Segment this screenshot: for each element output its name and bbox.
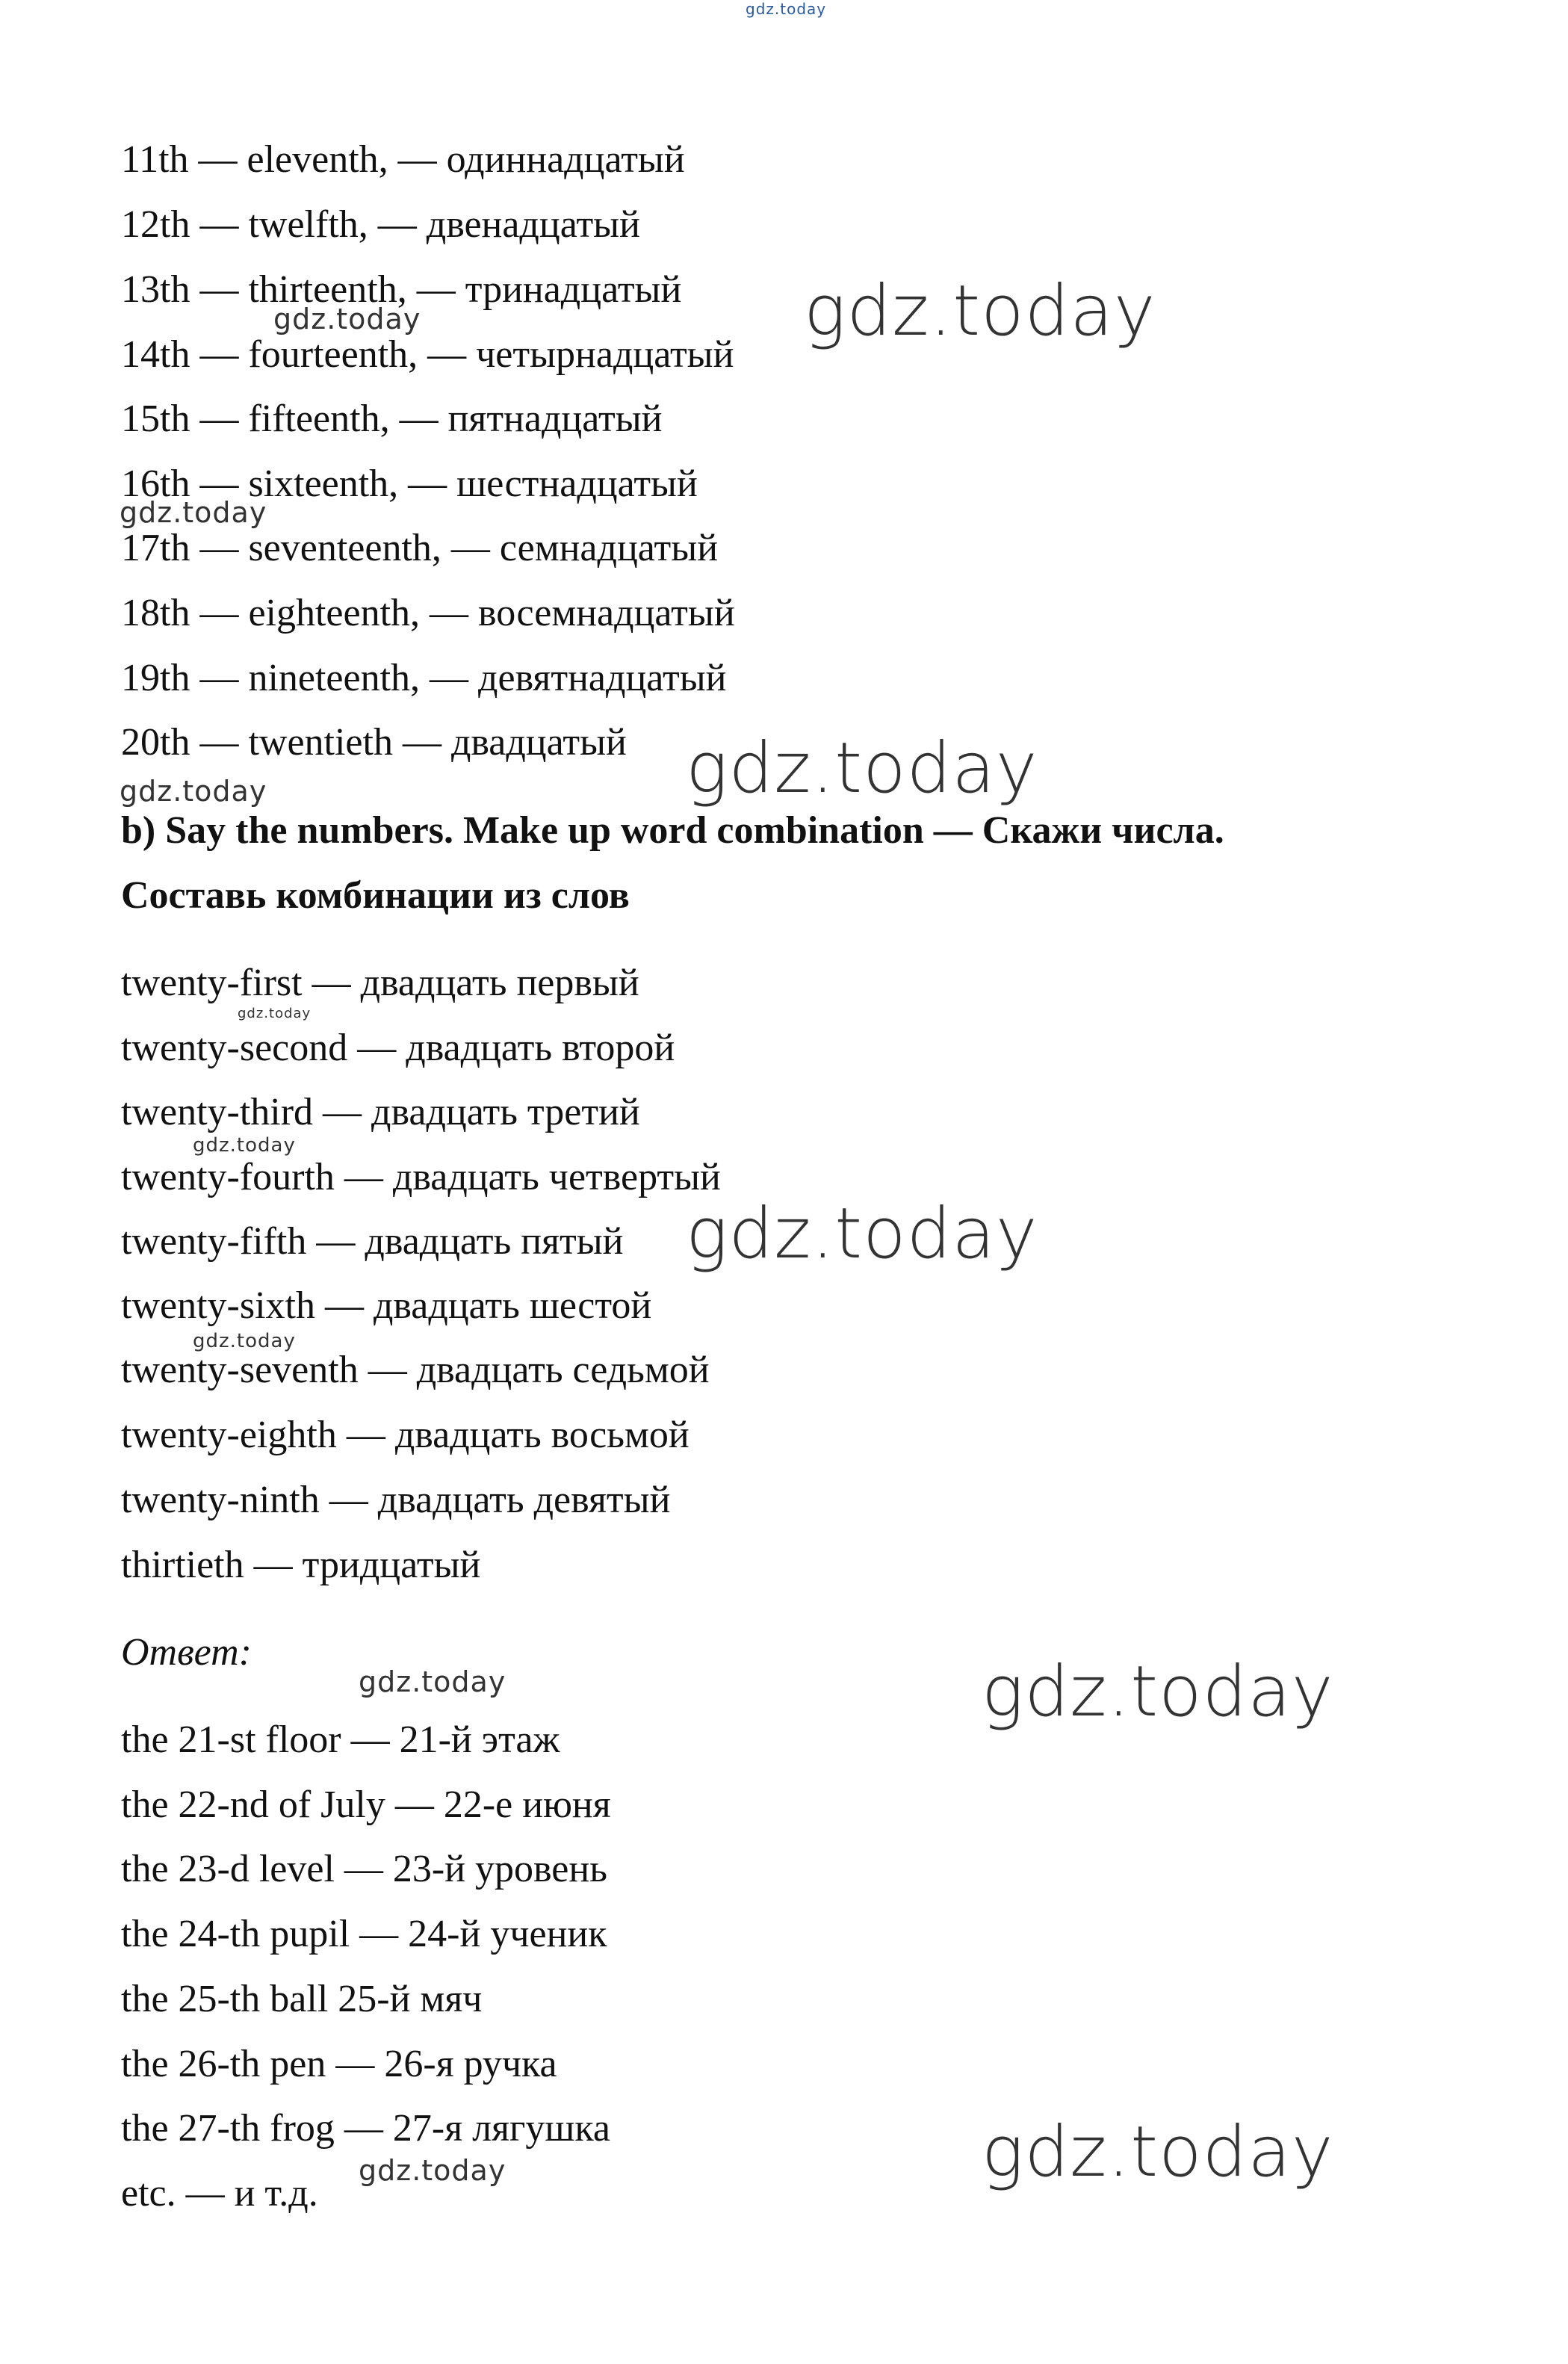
task-b-heading-line-1: b) Say the numbers. Make up word combination — Скажи числа. bbox=[121, 809, 1224, 852]
watermark: gdz.today bbox=[982, 1651, 1334, 1733]
watermark: gdz.today bbox=[238, 1006, 312, 1021]
answer-item: the 21-st floor — 21-й этаж bbox=[121, 1718, 560, 1761]
answer-item: the 23-d level — 23-й уровень bbox=[121, 1848, 607, 1890]
ordinal-line-14: 14th — fourteenth, — четырнадцатый bbox=[121, 333, 734, 376]
watermark: gdz.today bbox=[804, 270, 1156, 352]
ordinal-line-17: 17th — seventeenth, — семнадцатый bbox=[121, 527, 719, 569]
watermark: gdz.today bbox=[120, 775, 267, 808]
watermark: gdz.today bbox=[359, 1665, 506, 1698]
ordinal-line-11: 11th — eleventh, — одиннадцатый bbox=[121, 138, 685, 181]
watermark: gdz.today bbox=[982, 2111, 1334, 2193]
ordinal-line-26: twenty-sixth — двадцать шестой bbox=[121, 1284, 652, 1327]
ordinal-line-19: 19th — nineteenth, — девятнадцатый bbox=[121, 657, 727, 699]
ordinal-line-24: twenty-fourth — двадцать четвертый bbox=[121, 1156, 721, 1198]
answer-item: the 27-th frog — 27-я лягушка bbox=[121, 2107, 610, 2150]
ordinal-line-13: 13th — thirteenth, — тринадцатый bbox=[121, 268, 682, 311]
ordinal-line-30: thirtieth — тридцатый bbox=[121, 1544, 481, 1586]
ordinal-line-23: twenty-third — двадцать третий bbox=[121, 1091, 640, 1133]
ordinal-line-18: 18th — eighteenth, — восемнадцатый bbox=[121, 592, 735, 634]
ordinal-line-16: 16th — sixteenth, — шестнадцатый bbox=[121, 462, 698, 505]
answer-item: the 25-th ball 25-й мяч bbox=[121, 1978, 483, 2020]
answer-item: the 26-th pen — 26-я ручка bbox=[121, 2043, 557, 2085]
ordinal-line-12: 12th — twelfth, — двенадцатый bbox=[121, 203, 640, 246]
watermark: gdz.today bbox=[686, 728, 1038, 809]
watermark: gdz.today bbox=[193, 1330, 296, 1352]
ordinal-line-22: twenty-second — двадцать второй bbox=[121, 1027, 675, 1069]
ordinal-line-21: twenty-first — двадцать первый bbox=[121, 962, 639, 1004]
ordinal-line-15: 15th — fifteenth, — пятнадцатый bbox=[121, 397, 663, 440]
answer-item: the 22-nd of July — 22-е июня bbox=[121, 1783, 611, 1826]
watermark: gdz.today bbox=[193, 1134, 296, 1157]
watermark: gdz.today bbox=[686, 1193, 1038, 1275]
answer-label: Ответ: bbox=[121, 1631, 252, 1674]
ordinal-line-20: 20th — twentieth — двадцатый bbox=[121, 721, 627, 764]
watermark: gdz.today bbox=[359, 2154, 506, 2187]
answer-item: the 24-th pupil — 24-й ученик bbox=[121, 1913, 607, 1955]
ordinal-line-25: twenty-fifth — двадцать пятый bbox=[121, 1220, 624, 1263]
ordinal-line-28: twenty-eighth — двадцать восьмой bbox=[121, 1414, 690, 1456]
watermark: gdz.today bbox=[120, 496, 267, 529]
ordinal-line-29: twenty-ninth — двадцать девятый bbox=[121, 1479, 671, 1521]
ordinal-line-27: twenty-seventh — двадцать седьмой bbox=[121, 1349, 710, 1391]
answer-item: etc. — и т.д. bbox=[121, 2172, 318, 2215]
watermark: gdz.today bbox=[273, 303, 421, 335]
watermark: gdz.today bbox=[746, 0, 827, 18]
task-b-heading-line-2: Составь комбинации из слов bbox=[121, 874, 630, 917]
